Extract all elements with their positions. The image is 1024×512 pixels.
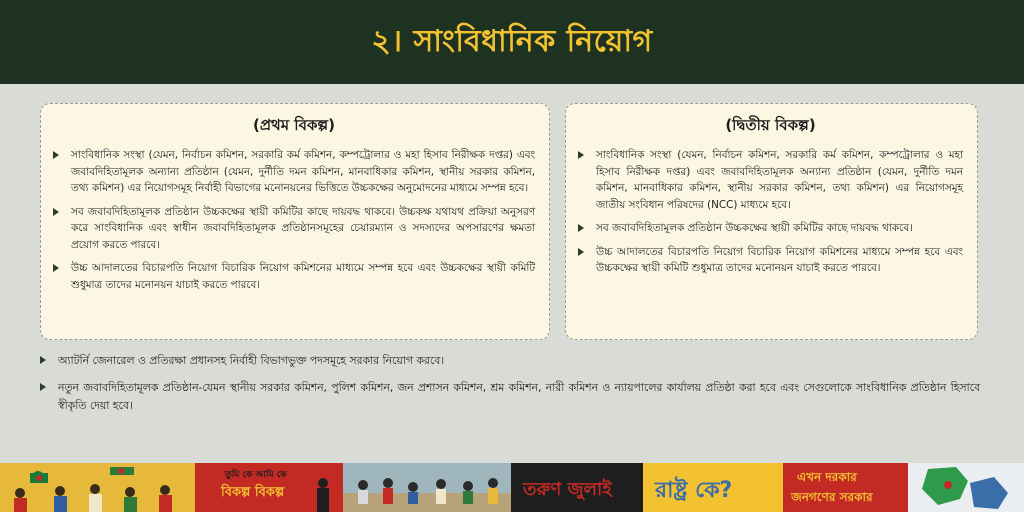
list-item-text: উচ্চ আদালতের বিচারপতি নিয়োগ বিচারিক নিয়োগ কমিশনের মাধ্যমে সম্পন্ন হবে এবং উচ্চকক্ষের স্থায়ী কমিটি শুধুমাত্র তাদের মনোনয়ন যাচাই করতে পারবে। — [71, 262, 535, 291]
bullet-arrow-icon — [578, 151, 584, 159]
bullet-arrow-icon — [578, 224, 584, 232]
list-item-text: উচ্চ আদালতের বিচারপতি নিয়োগ বিচারিক নিয়োগ কমিশনের মাধ্যমে সম্পন্ন হবে এবং উচ্চকক্ষের স্থায়ী কমিটি শুধুমাত্র তাদের মনোনয়ন যাচাই করতে পারবে। — [596, 245, 963, 274]
option2-title: (দ্বিতীয় বিকল্প) — [725, 116, 816, 134]
list-item — [53, 260, 535, 293]
list-item-text: অ্যাটর্নি জেনারেল ও প্রতিরক্ষা প্রধানসহ নির্বাহী বিভাগভুক্ত পদসমূহে সরকার নিয়োগ করবে। — [58, 354, 445, 367]
art-panel-map — [908, 463, 1024, 512]
bullet-arrow-icon — [40, 356, 46, 364]
option1-title: (প্রথম বিকল্প) — [252, 116, 335, 134]
option1-list — [53, 147, 535, 293]
list-item-text: নতুন জবাবদিহিতামূলক প্রতিষ্ঠান-যেমন স্থানীয় সরকার কমিশন, পুলিশ কমিশন, জন প্রশাসন কমিশন, শ্রম কমিশন, নারী কমিশন ও ন্যায়পালের কার্যালয় প্রতিষ্ঠা করা হবে এবং সেগুলোকে সাংবিধানিক প্রতিষ্ঠান হিসাবে স্বীকৃতি দেয়া হবে। — [58, 381, 980, 412]
crowd-illustration-icon — [343, 463, 511, 512]
art-panel-crowd — [343, 463, 511, 512]
map-illustration-icon — [908, 463, 1024, 512]
protest-illustration-icon — [0, 463, 195, 512]
list-item — [40, 379, 980, 415]
list-item-text: সব জবাবদিহিতামূলক প্রতিষ্ঠান উচ্চকক্ষের স্থায়ী কমিটির কাছে দায়বদ্ধ থাকবে। উচ্চকক্ষ যথাযথ প্রক্রিয়া অনুসরণ করে সাংবিধানিক এবং স্বাধীন জবাবদিহিতামূলক প্রতিষ্ঠানসমূহের চেয়ারম্যান ও সদস্যদের অপসারণের ক্ষমতা প্রয়োগ করতে পারবে। — [71, 205, 535, 251]
page-title: ২। সাংবিধানিক নিয়োগ — [371, 23, 653, 59]
list-item — [40, 352, 980, 370]
list-item — [578, 220, 963, 237]
bullet-arrow-icon — [40, 383, 46, 391]
list-item-text: সব জবাবদিহিতামূলক প্রতিষ্ঠান উচ্চকক্ষের স্থায়ী কমিটির কাছে দায়বদ্ধ থাকবে। — [596, 222, 913, 234]
bullet-arrow-icon — [53, 151, 59, 159]
bullet-arrow-icon — [53, 264, 59, 272]
common-list — [40, 352, 980, 415]
header-bar — [0, 0, 1024, 84]
list-item-text: সাংবিধানিক সংস্থা (যেমন, নির্বাচন কমিশন, সরকারি কর্ম কমিশন, কম্পট্রোলার ও মহা হিসাব নিরীক্ষক দপ্তর) এবং জবাবদিহিতামূলক অন্যান্য প্রতিষ্ঠান (যেমন, দুর্নীতি দমন কমিশন, মানবাধিকার কমিশন, স্থানীয় সরকার কমিশন, তথ্য কমিশন) এর নিয়োগসমূহ জাতীয় সংবিধান পরিষদের (NCC) মাধ্যমে হবে। — [596, 149, 963, 211]
figure-silhouette-icon — [195, 463, 343, 512]
list-item-text: সাংবিধানিক সংস্থা (যেমন, নির্বাচন কমিশন, সরকারি কর্ম কমিশন, কম্পট্রোলার ও মহা হিসাব নিরীক্ষক দপ্তর) এবং জবাবদিহিতামূলক অন্যান্য প্রতিষ্ঠান (যেমন, দুর্নীতি দমন কমিশন, মানবাধিকার কমিশন, স্থানীয় সরকার কমিশন, তথ্য কমিশন) এর নিয়োগসমূহ নির্বাহী বিভাগের মনোনয়নের ভিত্তিতে উচ্চকক্ষের অনুমোদনের মাধ্যমে সম্পন্ন হবে। — [71, 149, 535, 194]
list-item — [53, 147, 535, 197]
list-item — [578, 244, 963, 277]
art-strip — [0, 463, 1024, 512]
panel-text: এখন দরকার — [797, 470, 857, 484]
panel-text: তুমি কে আমি কে — [225, 470, 287, 480]
list-item — [578, 147, 963, 213]
art-panel-alternative — [195, 463, 343, 512]
art-panel-state — [643, 463, 783, 512]
option2-card — [565, 103, 978, 340]
bullet-arrow-icon — [53, 208, 59, 216]
common-points — [40, 352, 980, 424]
bullet-arrow-icon — [578, 248, 584, 256]
list-item — [53, 204, 535, 254]
option1-card — [40, 103, 550, 340]
art-panel-government — [783, 463, 908, 512]
panel-text: তরুণ জুলাই — [523, 479, 612, 500]
panel-text: রাষ্ট্র কে? — [655, 478, 733, 503]
option2-list — [578, 147, 963, 277]
panel-text: বিকল্প বিকল্প — [221, 485, 285, 500]
panel-text: জনগণের সরকার — [791, 490, 873, 504]
art-panel-youth — [511, 463, 643, 512]
art-panel-protest — [0, 463, 195, 512]
